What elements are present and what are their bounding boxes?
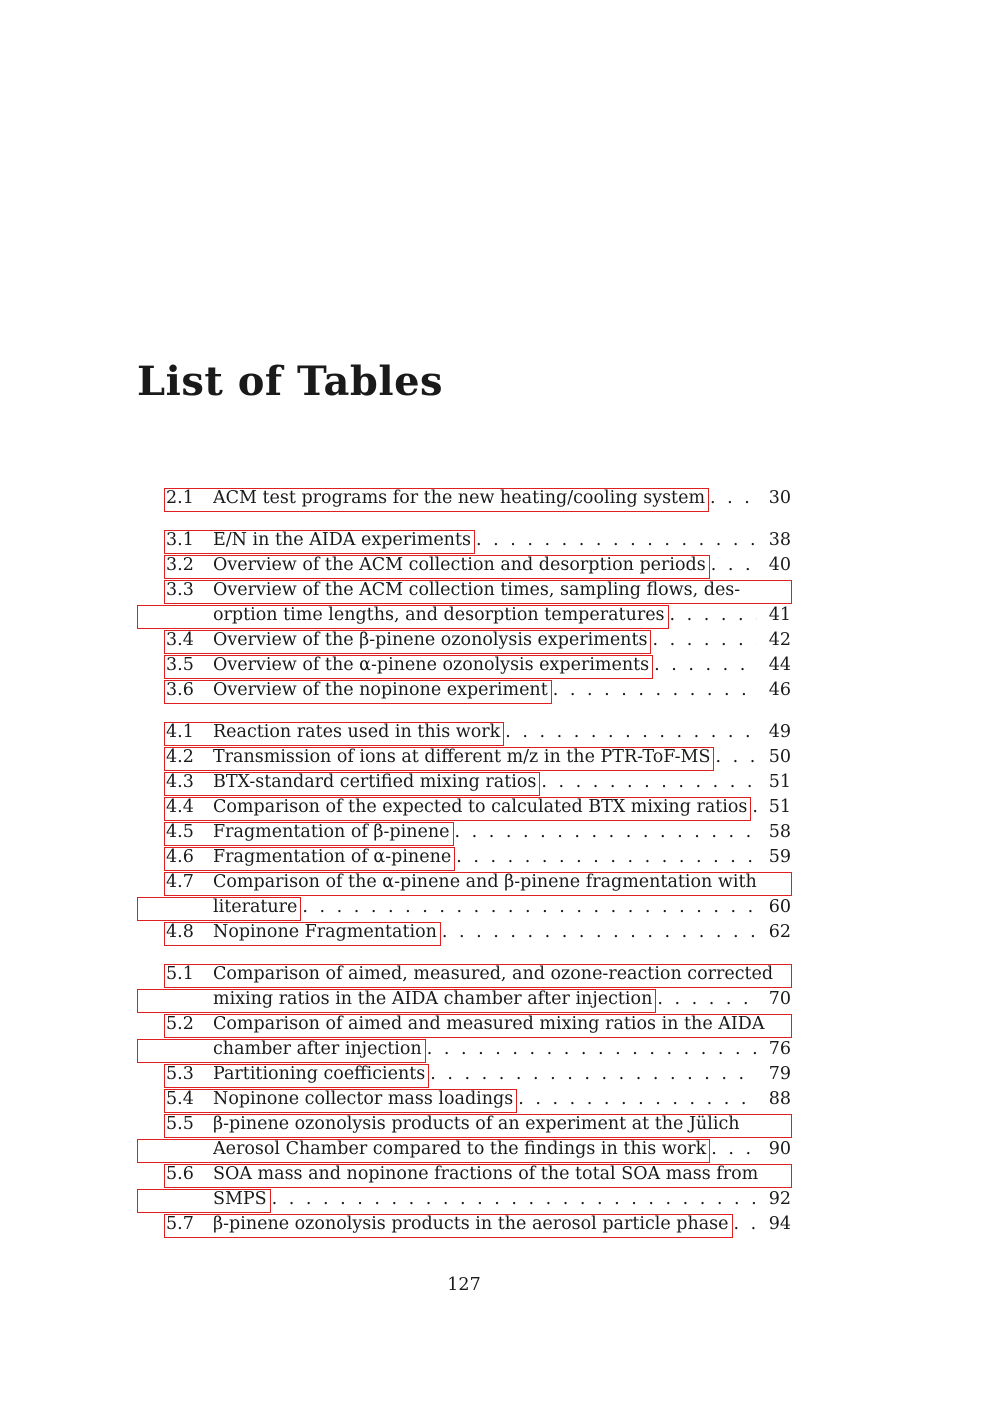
table-title-link[interactable]: Fragmentation of α-pinene <box>213 847 452 867</box>
table-title-link[interactable]: SMPS <box>213 1189 267 1209</box>
toc-entry[interactable] <box>166 720 791 745</box>
toc-entry[interactable] <box>166 1087 791 1112</box>
table-number-link[interactable]: 3.3 <box>166 580 194 600</box>
toc-entry[interactable] <box>166 653 791 678</box>
page-reference: 60 <box>768 897 791 917</box>
leader-dots <box>302 895 757 920</box>
table-number-link[interactable]: 4.7 <box>166 872 194 892</box>
table-number-link[interactable]: 5.2 <box>166 1014 194 1034</box>
table-number-link[interactable]: 3.2 <box>166 555 194 575</box>
table-title-link[interactable]: E/N in the AIDA experiments <box>213 530 471 550</box>
page-reference: 50 <box>768 747 791 767</box>
leader-dots <box>711 1137 757 1162</box>
toc-entry[interactable] <box>166 628 791 653</box>
page-reference: 44 <box>768 655 791 675</box>
table-number-link[interactable]: 5.5 <box>166 1114 194 1134</box>
leader-dots <box>541 770 757 795</box>
leader-dots <box>505 720 757 745</box>
leader-dots <box>654 653 757 678</box>
page-reference: 76 <box>768 1039 791 1059</box>
toc-entry[interactable] <box>166 745 791 770</box>
table-number-link[interactable]: 4.4 <box>166 797 194 817</box>
table-title-link[interactable]: Partitioning coefficients <box>213 1064 426 1084</box>
table-title-link[interactable]: Comparison of the expected to calculated BTX mixing ratios <box>213 797 748 817</box>
page-reference: 88 <box>768 1089 791 1109</box>
leader-dots <box>456 845 757 870</box>
leader-dots <box>715 745 757 770</box>
leader-dots <box>752 795 757 820</box>
leader-dots <box>518 1087 757 1112</box>
toc-entry[interactable] <box>166 486 791 511</box>
table-number-link[interactable]: 5.6 <box>166 1164 194 1184</box>
table-number-link[interactable]: 3.6 <box>166 680 194 700</box>
table-title-link[interactable]: Overview of the β-pinene ozonolysis experiments <box>213 630 648 650</box>
toc-entry[interactable] <box>166 528 791 553</box>
toc-entry[interactable] <box>166 870 791 920</box>
leader-dots <box>427 1037 757 1062</box>
toc-entry[interactable] <box>166 678 791 703</box>
table-number-link[interactable]: 2.1 <box>166 488 194 508</box>
table-title-link[interactable]: BTX-standard certified mixing ratios <box>213 772 537 792</box>
leader-dots <box>553 678 757 703</box>
leader-dots <box>442 920 757 945</box>
table-title-link[interactable]: Reaction rates used in this work <box>213 722 501 742</box>
toc-entry[interactable] <box>166 795 791 820</box>
table-title-link[interactable]: Overview of the nopinone experiment <box>213 680 548 700</box>
table-title-link[interactable]: Comparison of aimed, measured, and ozone-reaction corrected <box>213 964 774 984</box>
toc-group <box>166 486 791 511</box>
table-title-link[interactable]: Nopinone collector mass loadings <box>213 1089 514 1109</box>
toc-entry[interactable] <box>166 920 791 945</box>
page-reference: 40 <box>768 555 791 575</box>
page-reference: 38 <box>768 530 791 550</box>
page-reference: 30 <box>768 488 791 508</box>
table-title-link[interactable]: chamber after injection <box>213 1039 422 1059</box>
page-number: 127 <box>447 1275 481 1295</box>
table-number-link[interactable]: 5.4 <box>166 1089 194 1109</box>
toc-entry[interactable] <box>166 1012 791 1062</box>
leader-dots <box>710 486 757 511</box>
table-number-link[interactable]: 4.2 <box>166 747 194 767</box>
table-number-link[interactable]: 4.3 <box>166 772 194 792</box>
toc-entry[interactable] <box>166 770 791 795</box>
table-title-link[interactable]: Overview of the α-pinene ozonolysis experiments <box>213 655 650 675</box>
leader-dots <box>711 553 757 578</box>
page-reference: 70 <box>768 989 791 1009</box>
table-title-link[interactable]: Comparison of the α-pinene and β-pinene fragmentation with <box>213 872 757 892</box>
leader-dots <box>430 1062 757 1087</box>
table-title-link[interactable]: Overview of the ACM collection and desorption periods <box>213 555 706 575</box>
toc-entry[interactable] <box>166 1212 791 1237</box>
table-number-link[interactable]: 5.3 <box>166 1064 194 1084</box>
table-title-link[interactable]: β-pinene ozonolysis products in the aerosol particle phase <box>213 1214 729 1234</box>
page-reference: 49 <box>768 722 791 742</box>
table-number-link[interactable]: 5.1 <box>166 964 194 984</box>
toc-group <box>166 528 791 703</box>
leader-dots <box>652 628 757 653</box>
leader-dots <box>455 820 758 845</box>
page-reference: 51 <box>768 772 791 792</box>
page-reference: 46 <box>768 680 791 700</box>
table-number-link[interactable]: 3.1 <box>166 530 194 550</box>
toc-entry[interactable] <box>166 1112 791 1162</box>
table-number-link[interactable]: 4.5 <box>166 822 194 842</box>
table-number-link[interactable]: 5.7 <box>166 1214 194 1234</box>
table-title-link[interactable]: SOA mass and nopinone fractions of the total SOA mass from <box>213 1164 759 1184</box>
toc-entry[interactable] <box>166 553 791 578</box>
toc-entry[interactable] <box>166 962 791 1012</box>
page-reference: 90 <box>768 1139 791 1159</box>
page-title: List of Tables <box>137 358 444 405</box>
page-reference: 92 <box>768 1189 791 1209</box>
table-title-link[interactable]: orption time lengths, and desorption temperatures <box>213 605 665 625</box>
toc-entry[interactable] <box>166 1062 791 1087</box>
table-title-link[interactable]: Nopinone Fragmentation <box>213 922 437 942</box>
table-title-link[interactable]: Comparison of aimed and measured mixing ratios in the AIDA <box>213 1014 765 1034</box>
table-title-link[interactable]: mixing ratios in the AIDA chamber after injection <box>213 989 653 1009</box>
toc-group <box>166 720 791 945</box>
table-title-link[interactable]: Transmission of ions at different m/z in the PTR-ToF-MS <box>213 747 711 767</box>
page-reference: 79 <box>768 1064 791 1084</box>
table-number-link[interactable]: 3.4 <box>166 630 194 650</box>
page-reference: 42 <box>768 630 791 650</box>
leader-dots <box>272 1187 757 1212</box>
list-of-tables <box>166 486 791 1254</box>
toc-group <box>166 962 791 1237</box>
page-reference: 59 <box>768 847 791 867</box>
table-title-link[interactable]: Fragmentation of β-pinene <box>213 822 450 842</box>
toc-entry[interactable] <box>166 1162 791 1212</box>
table-number-link[interactable]: 3.5 <box>166 655 194 675</box>
page-reference: 62 <box>768 922 791 942</box>
toc-entry[interactable] <box>166 845 791 870</box>
table-title-link[interactable]: Aerosol Chamber compared to the findings in this work <box>213 1139 707 1159</box>
table-number-link[interactable]: 4.1 <box>166 722 194 742</box>
page-reference: 51 <box>768 797 791 817</box>
table-title-link[interactable]: β-pinene ozonolysis products of an experiment at the Jülich <box>213 1114 740 1134</box>
table-title-link[interactable]: ACM test programs for the new heating/cooling system <box>213 488 706 508</box>
leader-dots <box>670 603 757 628</box>
toc-entry[interactable] <box>166 578 791 628</box>
leader-dots <box>476 528 757 553</box>
table-title-link[interactable]: Overview of the ACM collection times, sampling flows, des- <box>213 580 741 600</box>
table-number-link[interactable]: 4.8 <box>166 922 194 942</box>
toc-entry[interactable] <box>166 820 791 845</box>
page-reference: 41 <box>768 605 791 625</box>
leader-dots <box>657 987 757 1012</box>
table-title-link[interactable]: literature <box>213 897 298 917</box>
page-reference: 94 <box>768 1214 791 1234</box>
table-number-link[interactable]: 4.6 <box>166 847 194 867</box>
page-reference: 58 <box>768 822 791 842</box>
leader-dots <box>734 1212 757 1237</box>
